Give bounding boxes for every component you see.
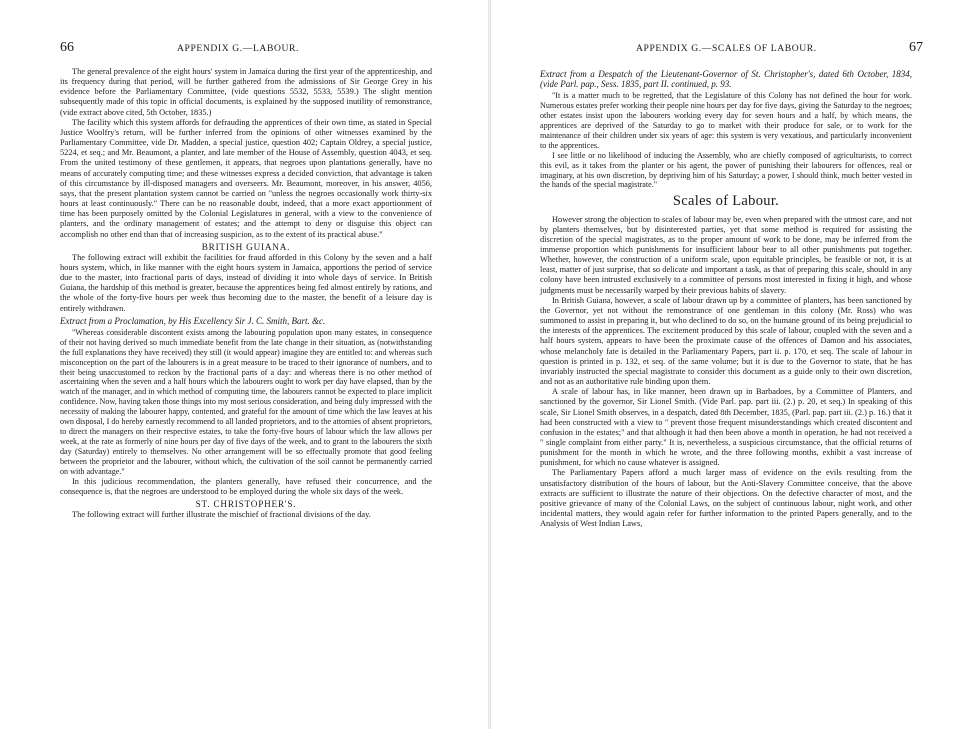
extract-heading: Extract from a Despatch of the Lieutenant-Governor of St. Christopher's, dated 6th October, 1834, (vide Parl. pap., Sess. 1835, part II. continued, p. 93. — [540, 69, 912, 90]
section-title-scales-of-labour: Scales of Labour. — [672, 193, 780, 210]
right-page — [490, 0, 980, 729]
paragraph: The Parliamentary Papers afford a much larger mass of evidence on the evils resulting from the unsatisfactory distribution of the hours of labour, but the Anti-Slavery Committee conceive, that the above extracts are sufficient to illustrate the nature of their objections. On the defective character of most, and the positive grievance of many of the Colonial Laws, on the subject of continuous labour, night work, and other incidental matters, they would again refer for further information to the printed Papers generally, and to the Analysis of West Indian Laws, — [540, 468, 912, 529]
paragraph: However strong the objection to scales of labour may be, even when prepared with the utmost care, and not by planters themselves, but by disinterested parties, yet that some method is required for assisting the discretion of the special magistrates, as to the proper amount of work to be done, may be inferred from the immense proportion which punishments for insufficient labour bear to all other punishments put together. Whether, however, the construction of a uniform scale, upon equitable principles, be feasible or not, it is at least, matter of just surprise, that so delicate and important a task, as that of preparing this scale, should in any colony have been intrusted exclusively to a committee of persons most interested in fixing it high, and whose judgments must be necessarily warped by their previous habits of slavery. — [540, 214, 912, 295]
paragraph: The facility which this system affords for defrauding the apprentices of their own time, as stated in Special Justice Woolfry's return, will be further inferred from the opinions of other witnesses examined by the Parliamentary Committee, vide Dr. Madden, a special justice, question 402; Captain Oldrey, a special justice, 5224, et seq.; and Mr. Beaumont, a planter, and late member of the House of Assembly, question 4043, et seq. From the united testimony of these gentlemen, it appears, that negroes upon plantations generally, have no means of accurately computing time; and these witnesses express a decided conviction, that advantage is taken of this circumstance by ill-disposed managers and overseers. Mr. Beaumont, moreover, in his answer, 4056, says, that the present plantation system cannot be carried on "unless the negroes occasionally work thirty-six hours at least continuously." There can be no reasonable doubt, indeed, that a more exact apportionment of time has been purposely omitted by the Colonial Legislatures in general, with a view to the convenience of planters, and the ordinary management of estates; and the attempt to deny or disguise this object can accomplish no other end than that of increasing suspicion, as to the extent of its practical abuse." — [60, 117, 432, 239]
paragraph: The general prevalence of the eight hours' system in Jamaica during the first year of the apprenticeship, and its frequency during that period, will be further gathered from the admissions of Sir George Grey in his evidence before the Parliamentary Committee, (vide questions 5532, 5533, 5539.) The slight mention subsequently made of this topic in official documents, is explained by the supposed inutility of remonstrance, (vide extract above cited, 5th October, 1835.) — [60, 67, 432, 117]
quoted-despatch-continued: I see little or no likelihood of inducing the Assembly, who are chiefly composed of agriculturists, to correct this evil, as it takes from the planter or his agent, the power of punishing their labourers for offences, real or imaginary, at his own discretion, by depriving him of his Saturday; a power, I should think, much better vested in the hands of the special magistrate." — [540, 150, 912, 190]
paragraph: A scale of labour has, in like manner, been drawn up in Barbadoes, by a Committee of Planters, and sanctioned by the governor, Sir Lionel Smith. (Vide Parl. pap. part iii. (2.) p. 20, et seq.) In speaking of this scale, Sir Lionel Smith observes, in a despatch, dated 8th December, 1835, (Parl. pap. part iii. (2.) p. 16.) that it had been constructed with a view to " prevent those frequent misunderstandings which created discontent and confusion in the estates;" and that although it had then been above a month in operation, he had not received a " single complaint from either party." It is, nevertheless, a suspicious circumstance, that the official returns of punishment for the month in which he wrote, and the three following months, exhibit a vast increase of punishment, for which no cause whatever is assigned. — [540, 387, 912, 468]
quoted-proclamation: "Whereas considerable discontent exists among the labouring population upon many estates, in consequence of their not having derived so much immediate benefit from the late change in their situation, as (notwithstanding the full explanations they have received) they still (it would appear) imagine they are entitled to: and whereas such misconception on the part of the labourers is in a great measure to be traced to their ignorance of numbers, and to their being unaccustomed to reckon by the fractional parts of a day: and whereas there is no other method of ascertaining when the seven and a half hours which the labourers ought to work per day have elapsed, than by the watch of the manager, and in which method of computing time, the labourers cannot be expected to place implicit confidence. Now, having taken those things into my most serious consideration, and being duly impressed with the necessity of making the labourer happy, contented, and grateful for the amount of time which the law leaves at his own disposal, I do hereby earnestly recommend to all landed proprietors, and to the attornies of absent proprietors, to direct the managers on their respective estates, to take the forty-five hours of labour which the law allows per week, at the rate as formerly of nine hours per day of five days of the week, and to grant to the labourers the sixth day (Saturday) entirely to themselves. No other arrangement will be so effectually promote that good feeling between the proprietor and the labourer, without which, the cultivation of the soil cannot be permanently carried on with advantage." — [60, 327, 432, 476]
left-page-number: 66 — [60, 40, 74, 55]
section-heading-st-christophers: ST. CHRISTOPHER'S. — [195, 498, 297, 509]
quoted-despatch: "It is a matter much to be regretted, that the Legislature of this Colony has not defined the hour for work. Numerous estates prefer working their people nine hours per day for five days, giving the Saturday to the negroes; other estates insist upon the labourers working every day for seven hours and a half, by which means, the apprentices are deprived of the Saturday to go to market with their produce for sale, or to work for the maintenance of their children under six years of age: this system is very vexatious, and particularly inconvenient to the apprentices. — [540, 91, 912, 150]
extract-heading: Extract from a Proclamation, by His Excellency Sir J. C. Smith, Bart. &c. — [60, 315, 326, 326]
right-column — [540, 67, 912, 529]
left-running-header: APPENDIX G.—LABOUR. — [177, 43, 299, 54]
section-heading-british-guiana: BRITISH GUIANA. — [201, 241, 291, 252]
paragraph: In this judicious recommendation, the planters generally, have refused their concurrence, and the consequence is, that the negroes are understood to be employed during the whole six days of the week. — [60, 476, 432, 496]
paragraph: The following extract will exhibit the facilities for fraud afforded in this Colony by the seven and a half hours system, which, in like manner with the eight hours system in Jamaica, apportions the period of service due to the master, into fractional parts of days, instead of dividing it into whole days of service. In British Guiana, the hardship of this method is greater, because the apprentices being fed almost entirely by rations, and the whole of the forty-five hours per week thus becoming due to the master, the benefit of a leisure day is entirely withdrawn. — [60, 252, 432, 313]
left-column — [60, 67, 432, 520]
right-page-number: 67 — [909, 40, 923, 55]
right-running-header: APPENDIX G.—SCALES OF LABOUR. — [636, 43, 817, 54]
paragraph: In British Guiana, however, a scale of labour drawn up by a committee of planters, has been sanctioned by the Governor, yet not without the remonstrance of one gentleman in this colony (Mr. Ross) who was summoned to assist in preparing it, but who declined to do so, on the humane ground of its being prejudicial to the interests of the apprentices. The excitement produced by this scale of labour, coupled with the seven and a half hours system, appears to have been the proximate cause of the offences of Damon and his associates, whose melancholy fate is detailed in the Parliamentary Papers, part ii. p. 170, et seq. The scale of labour in question is printed in p. 132, et seq. of the same volume; but it is due to the Governor to state, that he has invariably instructed the special magistrate to consider this document as a guide only to their own discretion, and not as an authoritative rule binding upon them. — [540, 295, 912, 387]
paragraph: The following extract will further illustrate the mischief of fractional divisions of the day. — [72, 509, 371, 519]
